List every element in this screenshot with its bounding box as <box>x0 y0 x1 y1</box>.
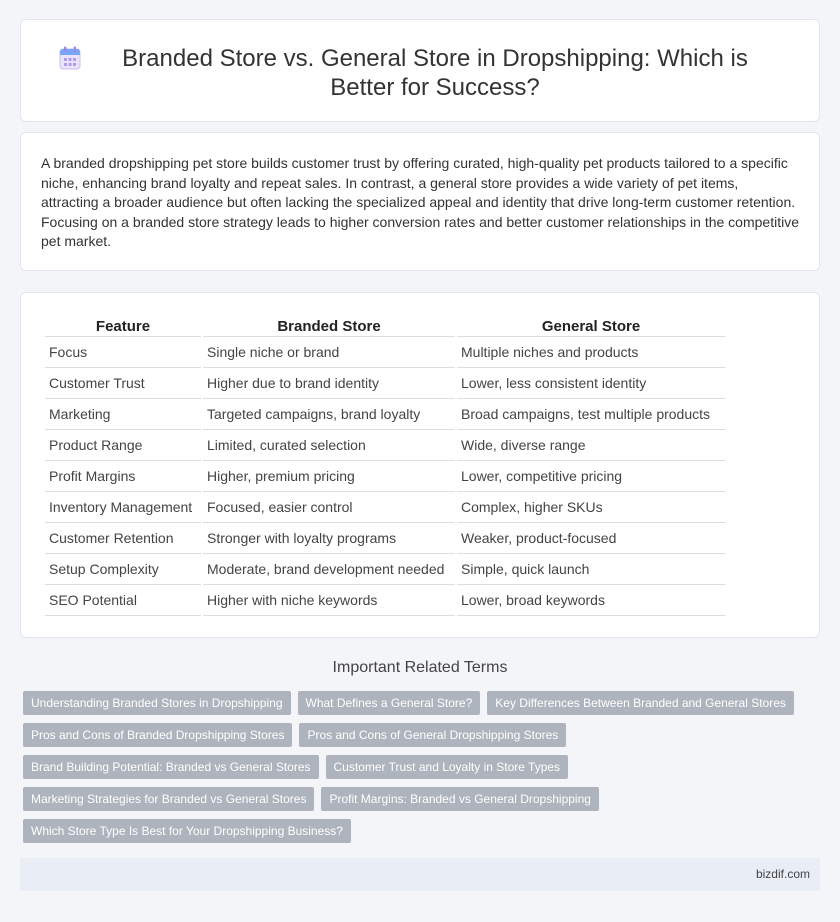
related-term-tag[interactable]: Profit Margins: Branded vs General Dropshipping <box>321 787 598 811</box>
table-cell: Marketing <box>45 399 201 430</box>
table-cell: Product Range <box>45 430 201 461</box>
table-row <box>45 430 725 461</box>
table-cell: Profit Margins <box>45 461 201 492</box>
table-row <box>45 368 725 399</box>
related-terms-list <box>23 691 813 843</box>
table-cell: Weaker, product-focused <box>457 523 725 554</box>
related-term-tag[interactable]: Brand Building Potential: Branded vs General Stores <box>23 755 319 779</box>
related-term-tag[interactable]: Marketing Strategies for Branded vs General Stores <box>23 787 314 811</box>
table-cell: SEO Potential <box>45 585 201 616</box>
table-row <box>45 492 725 523</box>
table-cell: Lower, less consistent identity <box>457 368 725 399</box>
footer <box>20 858 820 891</box>
table-cell: Lower, broad keywords <box>457 585 725 616</box>
table-cell: Customer Retention <box>45 523 201 554</box>
table-row <box>45 337 725 368</box>
table-cell: Higher, premium pricing <box>203 461 455 492</box>
comparison-card <box>20 292 820 638</box>
intro-card <box>20 132 820 271</box>
table-cell: Higher with niche keywords <box>203 585 455 616</box>
table-cell: Broad campaigns, test multiple products <box>457 399 725 430</box>
table-cell: Higher due to brand identity <box>203 368 455 399</box>
related-term-tag[interactable]: Key Differences Between Branded and General Stores <box>487 691 794 715</box>
table-header-row <box>45 315 725 337</box>
table-row <box>45 461 725 492</box>
table-cell: Focused, easier control <box>203 492 455 523</box>
table-row <box>45 554 725 585</box>
related-term-tag[interactable]: Customer Trust and Loyalty in Store Types <box>326 755 569 779</box>
intro-paragraph: A branded dropshipping pet store builds customer trust by offering curated, high-quality pet products tailored to a specific niche, enhancing brand loyalty and repeat sales. In contrast, a general store provides a wide variety of pet items, attracting a broader audience but often lacking the specialized appeal and identity that drive long-term customer retention. Focusing on a branded store strategy leads to higher conversion rates and better customer relationships in the competitive pet market. <box>41 155 799 249</box>
table-cell: Multiple niches and products <box>457 337 725 368</box>
table-cell: Targeted campaigns, brand loyalty <box>203 399 455 430</box>
related-term-tag[interactable]: Pros and Cons of Branded Dropshipping Stores <box>23 723 292 747</box>
table-row <box>45 585 725 616</box>
table-cell: Single niche or brand <box>203 337 455 368</box>
table-row <box>45 523 725 554</box>
column-header: Feature <box>45 315 201 337</box>
table-cell: Wide, diverse range <box>457 430 725 461</box>
table-cell: Simple, quick launch <box>457 554 725 585</box>
table-cell: Inventory Management <box>45 492 201 523</box>
table-cell: Stronger with loyalty programs <box>203 523 455 554</box>
comparison-table <box>43 315 727 616</box>
footer-site-link[interactable]: bizdif.com <box>755 867 810 881</box>
table-cell: Limited, curated selection <box>203 430 455 461</box>
table-cell: Setup Complexity <box>45 554 201 585</box>
related-term-tag[interactable]: Which Store Type Is Best for Your Dropshipping Business? <box>23 819 351 843</box>
table-cell: Moderate, brand development needed <box>203 554 455 585</box>
table-row <box>45 399 725 430</box>
table-cell: Customer Trust <box>45 368 201 399</box>
related-term-tag[interactable]: Pros and Cons of General Dropshipping Stores <box>299 723 566 747</box>
column-header: General Store <box>457 315 725 337</box>
related-term-tag[interactable]: What Defines a General Store? <box>298 691 481 715</box>
column-header: Branded Store <box>203 315 455 337</box>
table-cell: Complex, higher SKUs <box>457 492 725 523</box>
title-card <box>20 19 820 122</box>
related-terms-heading: Important Related Terms <box>332 659 508 676</box>
page-title: Branded Store vs. General Store in Dropshipping: Which is Better for Success? <box>122 45 748 101</box>
related-term-tag[interactable]: Understanding Branded Stores in Dropshipping <box>23 691 291 715</box>
table-cell: Focus <box>45 337 201 368</box>
table-cell: Lower, competitive pricing <box>457 461 725 492</box>
